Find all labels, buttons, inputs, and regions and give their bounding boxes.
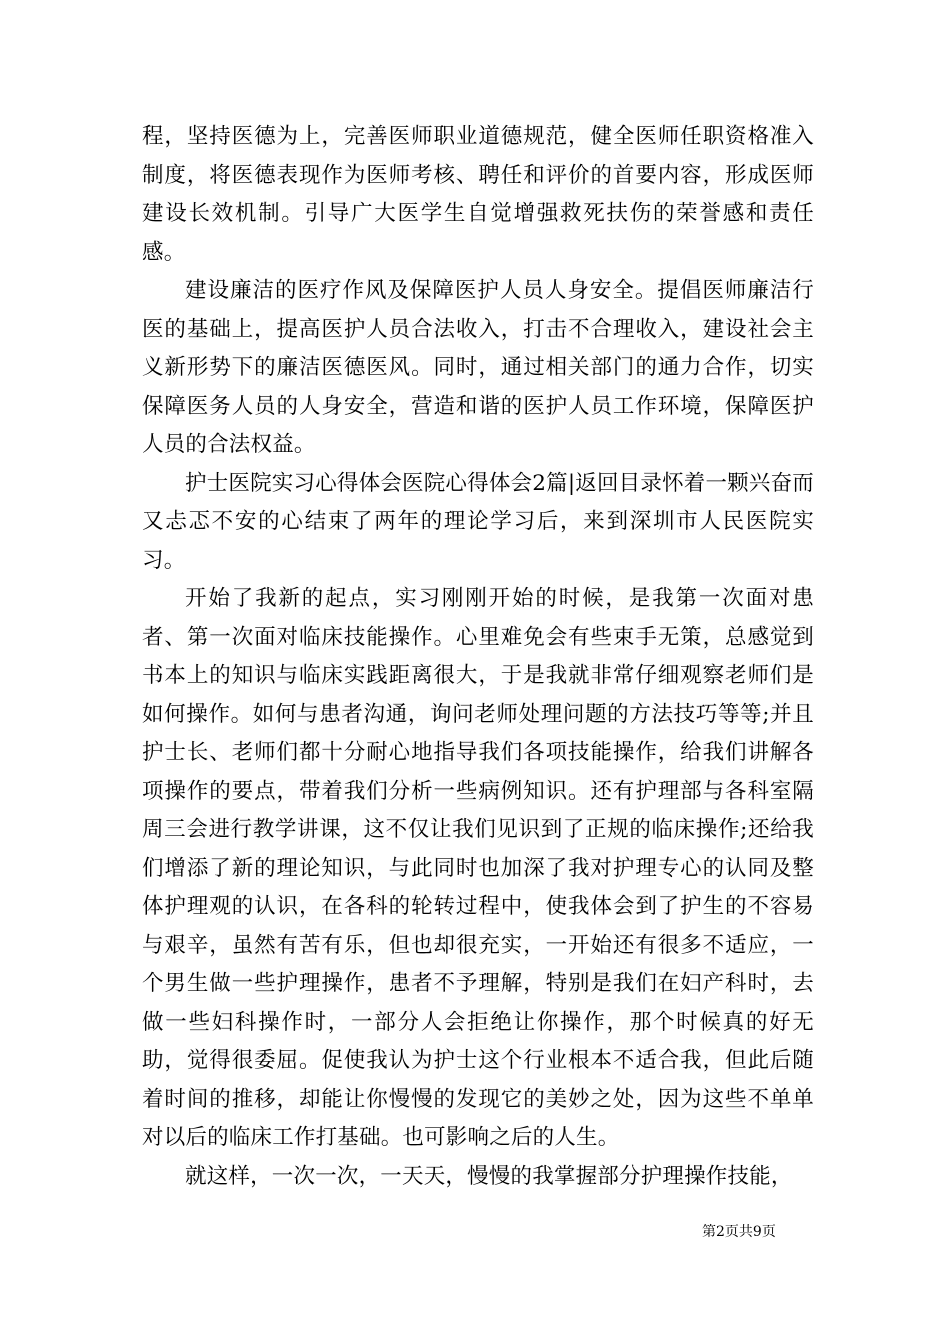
- paragraph-5: 就这样，一次一次，一天天，慢慢的我掌握部分护理操作技能，: [185, 1163, 793, 1189]
- paragraph-2: 建设廉洁的医疗作风及保障医护人员人身安全。提倡医师廉洁行医的基础上，提高医护人员合法收入，打击不合理收入，建设社会主义新形势下的廉洁医德医风。同时，通过相关部门的通力合作，切实保障医务人员的人身安全，营造和谐的医护人员工作环境，保障医护人员的合法权益。: [142, 278, 814, 457]
- paragraph-4: 开始了我新的起点，实习刚刚开始的时候，是我第一次面对患者、第一次面对临床技能操作。心里难免会有些束手无策，总感觉到书本上的知识与临床实践距离很大，于是我就非常仔细观察老师们是如何操作。如何与患者沟通，询问老师处理问题的方法技巧等等;并且护士长、老师们都十分耐心地指导我们各项技能操作，给我们讲解各项操作的要点，带着我们分析一些病例知识。还有护理部与各科室隔周三会进行教学讲课，这不仅让我们见识到了正规的临床操作;还给我们增添了新的理论知识，与此同时也加深了我对护理专心的认同及整体护理观的认识，在各科的轮转过程中，使我体会到了护生的不容易与艰辛，虽然有苦有乐，但也却很充实，一开始还有很多不适应，一个男生做一些护理操作，患者不予理解，特别是我们在妇产科时，去做一些妇科操作时，一部分人会拒绝让你操作，那个时候真的好无助，觉得很委屈。促使我认为护士这个行业根本不适合我，但此后随着时间的推移，却能让你慢慢的发现它的美妙之处，因为这些不单单对以后的临床工作打基础。也可影响之后的人生。: [142, 586, 814, 1150]
- paragraph-1: 程，坚持医德为上，完善医师职业道德规范，健全医师任职资格准入制度，将医德表现作为医师考核、聘任和评价的首要内容，形成医师建设长效机制。引导广大医学生自觉增强救死扶伤的荣誉感和责任感。: [142, 124, 814, 265]
- page-number: 第2页共9页: [702, 1224, 776, 1240]
- document-body: [142, 118, 814, 1196]
- paragraph-3: 护士医院实习心得体会医院心得体会2篇|返回目录怀着一颗兴奋而又忐忑不安的心结束了两年的理论学习后，来到深圳市人民医院实习。: [142, 470, 814, 573]
